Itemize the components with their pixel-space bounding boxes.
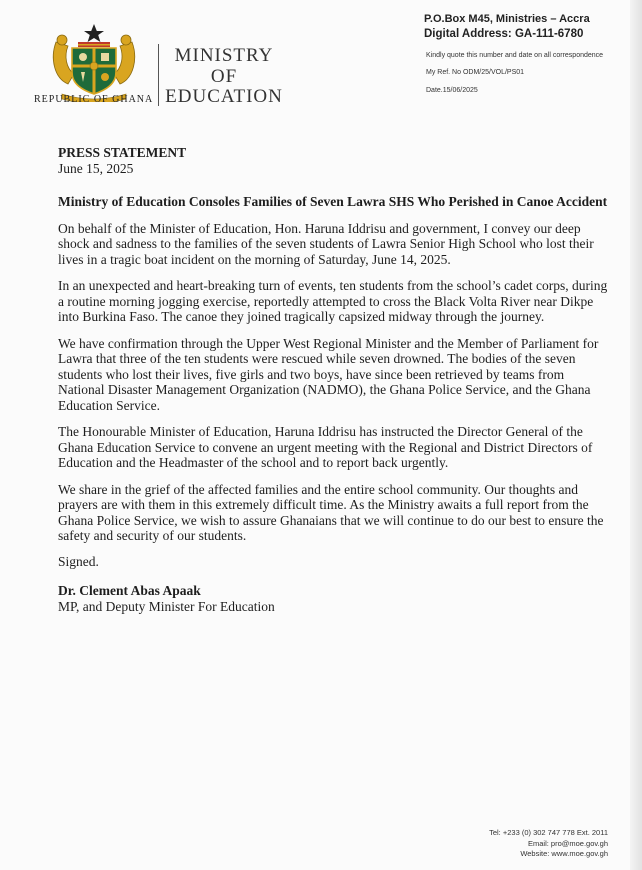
signatory-title: MP, and Deputy Minister For Education bbox=[58, 598, 275, 614]
paragraph-4: The Honourable Minister of Education, Haruna Iddrisu has instructed the Director General of the Ghana Education Service to convene an urgent meeting with the Regional and District Directors of Education and the Headmaster of the school and to report back urgently. bbox=[58, 424, 593, 470]
quote-note: Kindly quote this number and date on all correspondence bbox=[426, 52, 604, 59]
paragraph-5: We share in the grief of the affected families and the entire school community. Our thoughts and prayers are with them in this extremely difficult time. As the Ministry awaits a full report from the Ghana Police Service, we wish to assure Ghanaians that we will continue to do our best to ensure the safety and security of our students. bbox=[58, 481, 604, 543]
address-block bbox=[424, 12, 590, 41]
paragraph-1: On behalf of the Minister of Education, Hon. Haruna Iddrisu and government, I convey our deep shock and sadness to the families of the seven students of Lawra Senior High School who lost their lives in a tragic boat incident on the morning of Saturday, June 14, 2025. bbox=[58, 220, 594, 267]
footer-website: Website: www.moe.gov.gh bbox=[520, 849, 608, 858]
ministry-line-2: OF bbox=[210, 65, 238, 87]
statement-headline: Ministry of Education Consoles Families of Seven Lawra SHS Who Perished in Canoe Accident bbox=[58, 194, 608, 209]
ministry-line-1: MINISTRY bbox=[174, 45, 274, 66]
page-edge-shadow bbox=[630, 0, 642, 870]
ghana-coat-of-arms-icon bbox=[48, 22, 140, 102]
logo-divider bbox=[158, 44, 159, 106]
republic-of-ghana-label: REPUBLIC OF GHANA bbox=[34, 94, 154, 105]
ministry-wordmark bbox=[162, 46, 286, 108]
press-statement-body bbox=[58, 145, 610, 614]
signatory-name: Dr. Clement Abas Apaak bbox=[58, 583, 201, 598]
contact-footer bbox=[489, 828, 608, 860]
footer-telephone: Tel: +233 (0) 302 747 778 Ext. 2011 bbox=[489, 828, 608, 837]
paragraph-2: In an unexpected and heart-breaking turn of events, ten students from the school’s cadet corps, during a routine morning jogging exercise, reportedly attempted to cross the Black Volta River near Dikpe into Burkina Faso. The canoe they joined tragically capsized midway through the journey. bbox=[58, 278, 608, 324]
statement-date: June 15, 2025 bbox=[58, 160, 134, 176]
reference-number: My Ref. No ODM/25/VOL/PS01 bbox=[426, 69, 525, 76]
letter-date: Date.15/06/2025 bbox=[426, 87, 478, 94]
po-box: P.O.Box M45, Ministries – Accra bbox=[424, 13, 590, 25]
digital-address: Digital Address: GA-111-6780 bbox=[424, 27, 584, 40]
paragraph-3: We have confirmation through the Upper West Regional Minister and the Member of Parliament for Lawra that three of the ten students were rescued while seven drowned. The bodies of the seven students who lost their lives, five girls and two boys, have since been retrieved by teams from National Disaster Management Organization (NADMO), the Ghana Police Service, and the Ghana Education Service. bbox=[58, 335, 599, 413]
footer-email: Email: pro@moe.gov.gh bbox=[527, 838, 608, 848]
ministry-line-3: EDUCATION bbox=[165, 86, 283, 107]
press-statement-label: PRESS STATEMENT bbox=[58, 145, 187, 160]
signed-label: Signed. bbox=[58, 553, 99, 569]
